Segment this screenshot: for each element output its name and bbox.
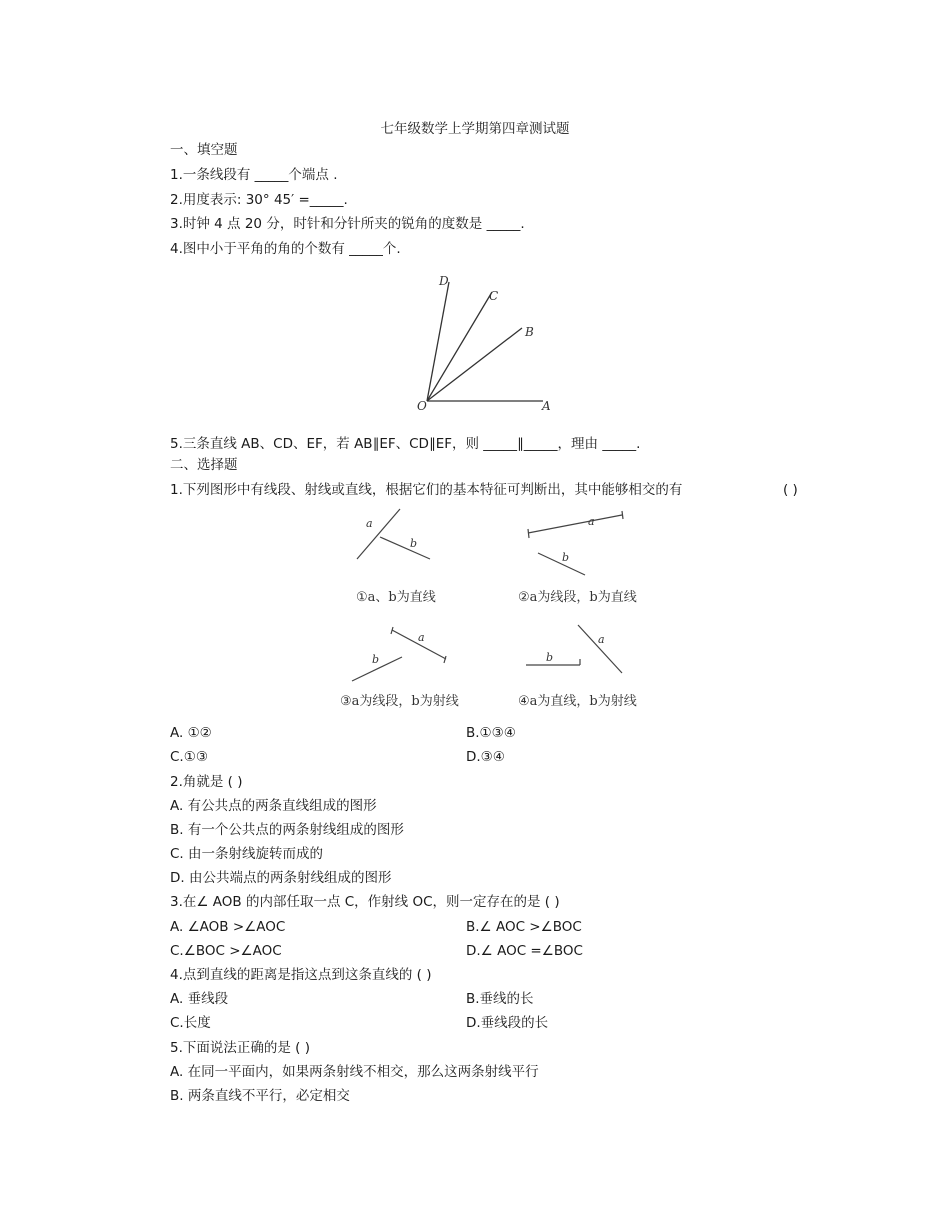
q2-1-option-c: C.①③	[170, 749, 208, 765]
section-heading-fill-in: 一、填空题	[170, 142, 238, 158]
question-1-2: 2.用度表示: 30° 45′ =_____.	[170, 192, 348, 208]
question-1-1: 1.一条线段有 _____个端点 .	[170, 167, 338, 183]
q2-4-option-d: D.垂线段的长	[466, 1015, 549, 1031]
fig2-segment-a-end-left	[528, 529, 529, 538]
q2-5-option-a: A. 在同一平面内，如果两条射线不相交，那么这两条射线平行	[170, 1064, 539, 1080]
point-label-d: D	[439, 274, 449, 288]
line-types-figure	[340, 503, 650, 713]
question-2-2-stem: 2.角就是 ( )	[170, 774, 243, 790]
q2-2-option-a: A. 有公共点的两条直线组成的图形	[170, 798, 377, 814]
page-title: 七年级数学上学期第四章测试题	[380, 121, 570, 137]
question-1-3: 3.时钟 4 点 20 分，时针和分针所夹的锐角的度数是 _____.	[170, 216, 525, 232]
fig3-label-b: b	[372, 653, 380, 666]
q2-3-option-d: D.∠ AOC =∠BOC	[466, 943, 583, 959]
q2-1-option-b: B.①③④	[466, 725, 516, 741]
fig1-line-b	[380, 537, 430, 559]
q2-2-option-d: D. 由公共端点的两条射线组成的图形	[170, 870, 392, 886]
section-heading-choice: 二、选择题	[170, 457, 238, 473]
question-2-1-stem: 1.下列图形中有线段、射线或直线，根据它们的基本特征可判断出，其中能够相交的有	[170, 482, 683, 498]
ray-ob	[427, 328, 522, 401]
question-2-5-stem: 5.下面说法正确的是 ( )	[170, 1040, 310, 1056]
fig1-label-b: b	[410, 537, 418, 550]
fig3-label-a: a	[418, 631, 425, 644]
fig4-caption: ④a为直线，b为射线	[518, 694, 637, 709]
q2-1-option-d: D.③④	[466, 749, 505, 765]
fig3-caption: ③a为线段，b为射线	[340, 694, 459, 709]
fig2-caption: ②a为线段，b为直线	[518, 590, 637, 605]
q2-3-option-c: C.∠BOC >∠AOC	[170, 943, 282, 959]
question-2-4-stem: 4.点到直线的距离是指这点到这条直线的 ( )	[170, 967, 432, 983]
fig2-label-a: a	[588, 515, 595, 528]
angle-rays-figure	[405, 270, 565, 418]
point-label-b: B	[525, 325, 534, 339]
point-label-c: C	[489, 289, 499, 303]
q2-3-option-b: B.∠ AOC >∠BOC	[466, 919, 582, 935]
fig1-line-a	[357, 509, 400, 559]
q2-2-option-b: B. 有一个公共点的两条射线组成的图形	[170, 822, 404, 838]
question-2-3-stem: 3.在∠ AOB 的内部任取一点 C，作射线 OC，则一定存在的是 ( )	[170, 894, 560, 910]
q2-3-option-a: A. ∠AOB >∠AOC	[170, 919, 286, 935]
fig2-segment-a	[528, 515, 622, 533]
q2-4-option-b: B.垂线的长	[466, 991, 534, 1007]
q2-5-option-b: B. 两条直线不平行，必定相交	[170, 1088, 350, 1104]
point-label-a: A	[542, 399, 551, 413]
q2-1-option-a: A. ①②	[170, 725, 212, 741]
question-1-4: 4.图中小于平角的角的个数有 _____个.	[170, 241, 401, 257]
fig2-label-b: b	[562, 551, 570, 564]
fig4-label-a: a	[598, 633, 605, 646]
fig1-label-a: a	[366, 517, 373, 530]
point-label-o: O	[417, 399, 427, 413]
q2-2-option-c: C. 由一条射线旋转而成的	[170, 846, 324, 862]
q2-4-option-a: A. 垂线段	[170, 991, 229, 1007]
question-1-5: 5.三条直线 AB、CD、EF，若 AB∥EF、CD∥EF，则 _____∥_____，理由 _____.	[170, 436, 641, 452]
question-2-1-paren: ( )	[783, 482, 798, 498]
fig2-segment-a-end-right	[622, 511, 623, 519]
fig1-caption: ①a、b为直线	[356, 590, 436, 605]
fig4-label-b: b	[546, 651, 554, 664]
q2-4-option-c: C.长度	[170, 1015, 211, 1031]
